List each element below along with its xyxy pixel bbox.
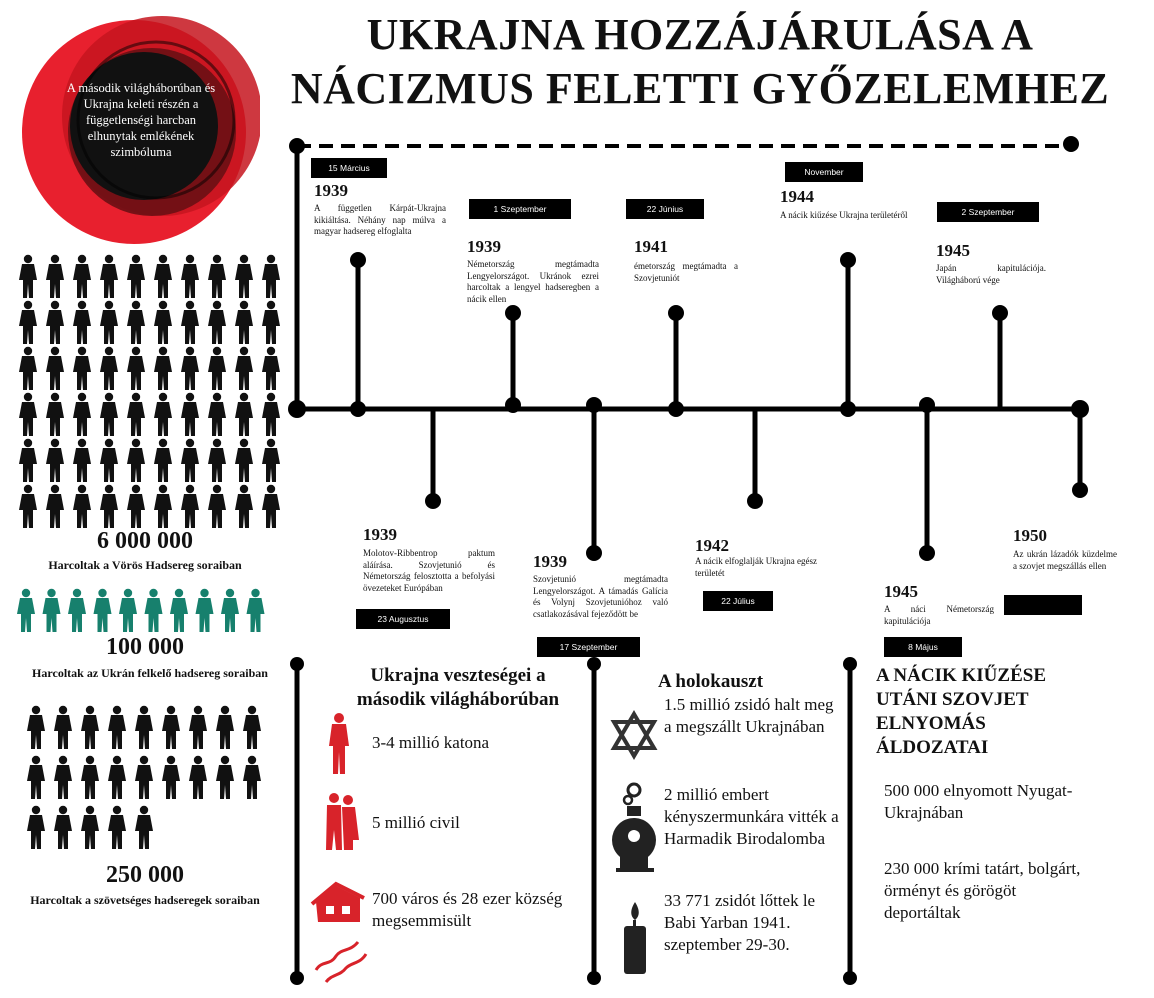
map-icon (312, 930, 370, 986)
civilians-icon (322, 792, 362, 852)
event-date-tag: 22 Július (703, 591, 773, 611)
event-year: 1944 (780, 187, 814, 206)
candle-icon (618, 900, 652, 976)
soviet-repressed: 500 000 elnyomott Nyugat-Ukrajnában (884, 781, 1073, 822)
soviet-title: A NÁCIK KIŰZÉSE UTÁNI SZOVJET ELNYOMÁS ÁLDOZATAI (876, 665, 1046, 758)
event-description: Németország megtámadta Lengyelországot. Ukránok ezrei harcoltak a lengyel hadseregben a nácik ellen (467, 259, 599, 304)
event-year: 1945 (884, 582, 918, 601)
event-description: Az ukrán lázadók küzdelme a szovjet megszállás ellen (1013, 549, 1117, 571)
event-date-tag: 22 Június (626, 199, 704, 219)
event-date-tag: 23 Augusztus (356, 609, 450, 629)
stat-upa-number: 100 000 (106, 634, 184, 660)
title-line-2: NÁCIZMUS FELETTI GYŐZELEMHEZ (290, 64, 1110, 113)
event-year: 1950 (1013, 526, 1047, 545)
stat-allied-label: Harcoltak a szövetséges hadseregek soraiban (30, 893, 260, 907)
event-date-tag: 1 Szeptember (469, 199, 571, 219)
event-description: A nácik kiűzése Ukrajna területéről (780, 210, 908, 220)
stat-red-army-label: Harcoltak a Vörös Hadsereg soraiban (48, 558, 242, 572)
memorial-text: A második világháborúban és Ukrajna keleti részén a függetlenségi harcban elhunytak emlékének szimbóluma (66, 81, 216, 159)
losses-civilians: 5 millió civil (372, 813, 460, 832)
event-year: 1939 (467, 237, 501, 256)
event-description: Japán kapitulációja. Világháború vége (936, 263, 1046, 285)
event-year: 1945 (936, 241, 970, 260)
stat-upa-label: Harcoltak az Ukrán felkelő hadsereg soraiban (32, 666, 268, 680)
soviet-deported: 230 000 krími tatárt, bolgárt, örményt és görögöt deportáltak (884, 859, 1081, 922)
stat-red-army-number: 6 000 000 (97, 528, 193, 554)
holocaust-title: A holokauszt (658, 671, 764, 692)
stat-allied-number: 250 000 (106, 862, 184, 888)
event-date-tag (1004, 595, 1082, 615)
event-date-tag: 15 Március (311, 158, 387, 178)
event-year: 1941 (634, 237, 668, 256)
losses-soldiers: 3-4 millió katona (372, 733, 490, 752)
event-year: 1939 (363, 525, 397, 544)
star-of-david-icon (609, 710, 659, 760)
event-year: 1942 (695, 536, 729, 555)
event-description: Molotov-Ribbentrop paktum aláírása. Szovjetunió és Németország felosztotta a befolyási övezeteket Európában (363, 548, 495, 593)
train-icon (612, 780, 658, 876)
event-date-tag: 2 Szeptember (937, 202, 1039, 222)
event-year: 1939 (533, 552, 567, 571)
holocaust-babi-yar: 33 771 zsidót lőttek le Babi Yarban 1941. szeptember 29-30. (664, 891, 816, 954)
event-description: émetország megtámadta a Szovjetuniót (634, 261, 738, 283)
soldier-icon (326, 712, 356, 776)
losses-settlements: 700 város és 28 ezer község megsemmisült (372, 889, 563, 930)
event-date-tag: 17 Szeptember (537, 637, 640, 657)
losses-title: Ukrajna veszteségei a második világháborúban (356, 665, 560, 710)
event-description: A náci Németország kapitulációja (884, 604, 994, 626)
event-date-tag: 8 Május (884, 637, 962, 657)
holocaust-forced-labor: 2 millió embert kényszermunkára vitték a Harmadik Birodalomba (664, 785, 839, 848)
title-line-1: UKRAJNA HOZZÁJÁRULÁSA A (366, 10, 1034, 59)
event-year: 1939 (314, 181, 348, 200)
holocaust-jews: 1.5 millió zsidó halt meg a megszállt Ukrajnában (664, 695, 834, 736)
event-description: A nácik elfoglalják Ukrajna egész területét (695, 556, 817, 578)
event-date-tag: November (785, 162, 863, 182)
house-icon (310, 880, 366, 926)
event-description: A független Kárpát-Ukrajna kikiáltása. Néhány nap múlva a magyar hadsereg elfoglalta (314, 203, 446, 236)
event-description: Szovjetunió megtámadta Lengyelországot. A támadás Galícia és Volynj Szovjetunióhoz való csatlakozásával fejeződött be (533, 574, 668, 619)
